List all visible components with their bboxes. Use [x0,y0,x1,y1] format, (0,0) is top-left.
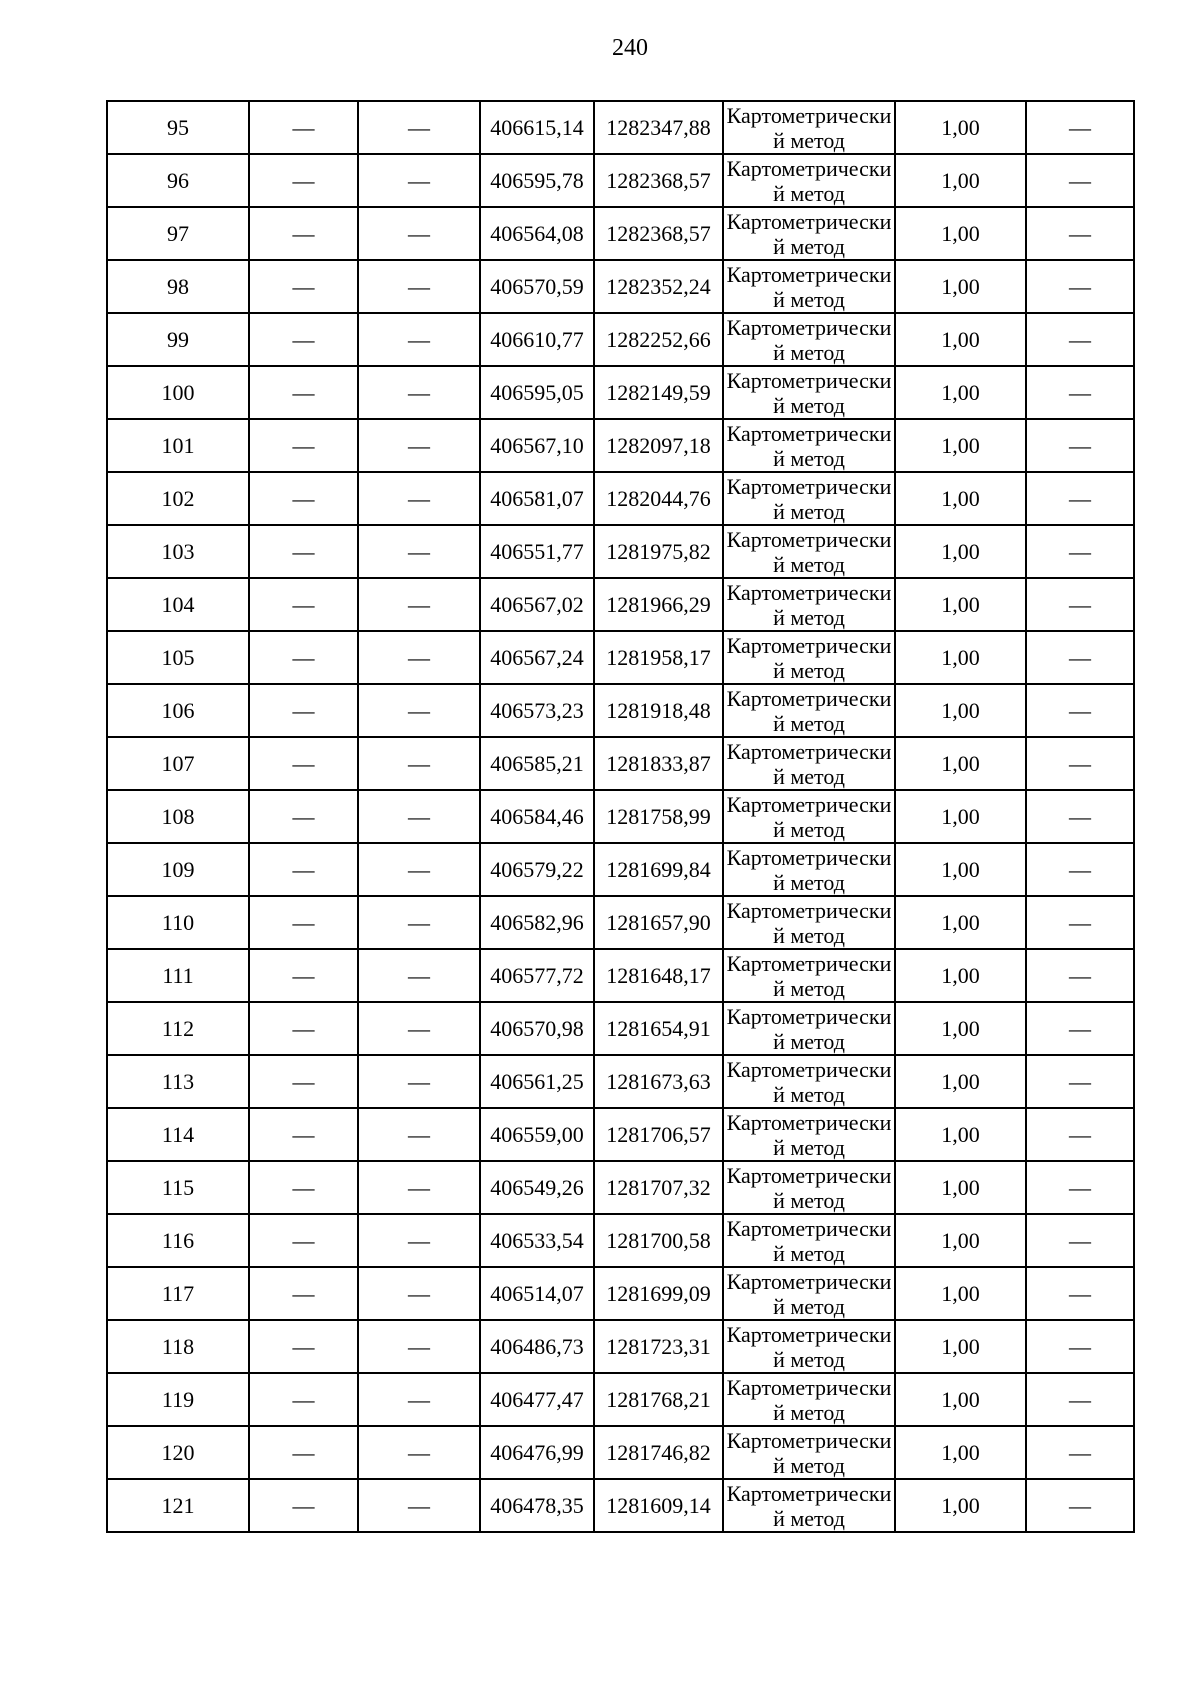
coordinate-y-cell: 1281758,99 [594,790,723,843]
coordinate-y-cell: 1281699,84 [594,843,723,896]
coordinate-y-cell: 1281975,82 [594,525,723,578]
table-row [107,790,1134,843]
accuracy-cell: 1,00 [895,472,1026,525]
accuracy-cell: 1,00 [895,1479,1026,1532]
point-number-cell: 111 [107,949,249,1002]
coordinate-x-cell: 406584,46 [480,790,594,843]
method-cell: Картометрический метод [723,1320,895,1373]
accuracy-cell: 1,00 [895,737,1026,790]
empty-column-2-cell: — [249,896,358,949]
empty-column-8-cell: — [1026,1214,1134,1267]
empty-column-8-cell: — [1026,949,1134,1002]
table-row [107,1267,1134,1320]
empty-column-8-cell: — [1026,419,1134,472]
coordinate-x-cell: 406573,23 [480,684,594,737]
point-number-cell: 100 [107,366,249,419]
accuracy-cell: 1,00 [895,1002,1026,1055]
empty-column-3-cell: — [358,843,480,896]
table-row [107,1108,1134,1161]
accuracy-cell: 1,00 [895,1055,1026,1108]
method-cell: Картометрический метод [723,1426,895,1479]
method-cell: Картометрический метод [723,260,895,313]
table-row [107,1479,1134,1532]
method-cell: Картометрический метод [723,101,895,154]
empty-column-3-cell: — [358,1002,480,1055]
method-cell: Картометрический метод [723,790,895,843]
coordinate-y-cell: 1281746,82 [594,1426,723,1479]
method-cell: Картометрический метод [723,1161,895,1214]
coordinate-x-cell: 406610,77 [480,313,594,366]
table-row [107,419,1134,472]
coordinate-y-cell: 1281707,32 [594,1161,723,1214]
empty-column-3-cell: — [358,101,480,154]
empty-column-3-cell: — [358,1373,480,1426]
point-number-cell: 102 [107,472,249,525]
point-number-cell: 112 [107,1002,249,1055]
table-row [107,631,1134,684]
point-number-cell: 107 [107,737,249,790]
method-cell: Картометрический метод [723,631,895,684]
empty-column-3-cell: — [358,525,480,578]
method-cell: Картометрический метод [723,684,895,737]
point-number-cell: 104 [107,578,249,631]
point-number-cell: 110 [107,896,249,949]
method-cell: Картометрический метод [723,154,895,207]
accuracy-cell: 1,00 [895,101,1026,154]
accuracy-cell: 1,00 [895,154,1026,207]
coordinate-x-cell: 406564,08 [480,207,594,260]
empty-column-2-cell: — [249,1161,358,1214]
coordinate-y-cell: 1281654,91 [594,1002,723,1055]
coordinate-x-cell: 406476,99 [480,1426,594,1479]
table-row [107,1426,1134,1479]
empty-column-2-cell: — [249,313,358,366]
empty-column-3-cell: — [358,949,480,1002]
table-row [107,154,1134,207]
table-row [107,260,1134,313]
empty-column-2-cell: — [249,684,358,737]
empty-column-2-cell: — [249,949,358,1002]
coordinate-y-cell: 1281700,58 [594,1214,723,1267]
empty-column-8-cell: — [1026,790,1134,843]
table-row [107,101,1134,154]
point-number-cell: 106 [107,684,249,737]
accuracy-cell: 1,00 [895,578,1026,631]
accuracy-cell: 1,00 [895,260,1026,313]
empty-column-2-cell: — [249,366,358,419]
empty-column-2-cell: — [249,260,358,313]
table-row [107,1320,1134,1373]
empty-column-2-cell: — [249,1108,358,1161]
table-row [107,1161,1134,1214]
method-cell: Картометрический метод [723,896,895,949]
empty-column-2-cell: — [249,101,358,154]
table-row [107,578,1134,631]
empty-column-8-cell: — [1026,1055,1134,1108]
point-number-cell: 119 [107,1373,249,1426]
coordinate-y-cell: 1281833,87 [594,737,723,790]
empty-column-2-cell: — [249,525,358,578]
coordinate-x-cell: 406533,54 [480,1214,594,1267]
empty-column-8-cell: — [1026,684,1134,737]
empty-column-3-cell: — [358,207,480,260]
empty-column-2-cell: — [249,1055,358,1108]
point-number-cell: 115 [107,1161,249,1214]
coordinate-x-cell: 406486,73 [480,1320,594,1373]
empty-column-3-cell: — [358,1267,480,1320]
empty-column-3-cell: — [358,1214,480,1267]
empty-column-3-cell: — [358,1055,480,1108]
method-cell: Картометрический метод [723,1267,895,1320]
coordinate-y-cell: 1281706,57 [594,1108,723,1161]
accuracy-cell: 1,00 [895,790,1026,843]
coordinate-x-cell: 406570,98 [480,1002,594,1055]
coordinate-x-cell: 406577,72 [480,949,594,1002]
accuracy-cell: 1,00 [895,1373,1026,1426]
empty-column-3-cell: — [358,1426,480,1479]
method-cell: Картометрический метод [723,472,895,525]
point-number-cell: 95 [107,101,249,154]
coordinate-x-cell: 406595,78 [480,154,594,207]
coordinate-x-cell: 406581,07 [480,472,594,525]
point-number-cell: 113 [107,1055,249,1108]
empty-column-3-cell: — [358,790,480,843]
coordinate-y-cell: 1282347,88 [594,101,723,154]
empty-column-2-cell: — [249,1479,358,1532]
empty-column-3-cell: — [358,366,480,419]
empty-column-8-cell: — [1026,101,1134,154]
point-number-cell: 117 [107,1267,249,1320]
table-row [107,949,1134,1002]
empty-column-8-cell: — [1026,578,1134,631]
empty-column-2-cell: — [249,1002,358,1055]
empty-column-8-cell: — [1026,737,1134,790]
accuracy-cell: 1,00 [895,896,1026,949]
method-cell: Картометрический метод [723,1055,895,1108]
coordinate-x-cell: 406579,22 [480,843,594,896]
point-number-cell: 114 [107,1108,249,1161]
table-row [107,313,1134,366]
table-row [107,1214,1134,1267]
accuracy-cell: 1,00 [895,1426,1026,1479]
empty-column-2-cell: — [249,1267,358,1320]
coordinate-x-cell: 406567,10 [480,419,594,472]
method-cell: Картометрический метод [723,949,895,1002]
empty-column-2-cell: — [249,843,358,896]
coordinate-x-cell: 406615,14 [480,101,594,154]
table-row [107,843,1134,896]
empty-column-8-cell: — [1026,896,1134,949]
empty-column-2-cell: — [249,154,358,207]
empty-column-8-cell: — [1026,1320,1134,1373]
method-cell: Картометрический метод [723,843,895,896]
table-row [107,737,1134,790]
table-row [107,896,1134,949]
coordinate-x-cell: 406582,96 [480,896,594,949]
point-number-cell: 97 [107,207,249,260]
coordinate-x-cell: 406478,35 [480,1479,594,1532]
point-number-cell: 109 [107,843,249,896]
empty-column-8-cell: — [1026,1479,1134,1532]
point-number-cell: 105 [107,631,249,684]
empty-column-8-cell: — [1026,207,1134,260]
accuracy-cell: 1,00 [895,207,1026,260]
coordinate-y-cell: 1281648,17 [594,949,723,1002]
coordinate-y-cell: 1282044,76 [594,472,723,525]
accuracy-cell: 1,00 [895,1108,1026,1161]
empty-column-3-cell: — [358,631,480,684]
empty-column-8-cell: — [1026,1267,1134,1320]
point-number-cell: 120 [107,1426,249,1479]
table-row [107,525,1134,578]
empty-column-2-cell: — [249,631,358,684]
method-cell: Картометрический метод [723,313,895,366]
point-number-cell: 116 [107,1214,249,1267]
empty-column-2-cell: — [249,419,358,472]
empty-column-2-cell: — [249,790,358,843]
empty-column-3-cell: — [358,578,480,631]
empty-column-3-cell: — [358,260,480,313]
method-cell: Картометрический метод [723,1479,895,1532]
point-number-cell: 98 [107,260,249,313]
empty-column-3-cell: — [358,737,480,790]
coordinate-x-cell: 406561,25 [480,1055,594,1108]
coordinate-y-cell: 1282368,57 [594,207,723,260]
empty-column-2-cell: — [249,472,358,525]
empty-column-3-cell: — [358,1479,480,1532]
method-cell: Картометрический метод [723,419,895,472]
empty-column-2-cell: — [249,207,358,260]
empty-column-3-cell: — [358,684,480,737]
accuracy-cell: 1,00 [895,525,1026,578]
accuracy-cell: 1,00 [895,631,1026,684]
empty-column-2-cell: — [249,1426,358,1479]
method-cell: Картометрический метод [723,525,895,578]
empty-column-2-cell: — [249,1214,358,1267]
accuracy-cell: 1,00 [895,313,1026,366]
empty-column-8-cell: — [1026,843,1134,896]
accuracy-cell: 1,00 [895,949,1026,1002]
coordinates-table [106,100,1135,1533]
point-number-cell: 101 [107,419,249,472]
empty-column-2-cell: — [249,578,358,631]
point-number-cell: 96 [107,154,249,207]
coordinate-y-cell: 1282252,66 [594,313,723,366]
coordinate-x-cell: 406559,00 [480,1108,594,1161]
accuracy-cell: 1,00 [895,1320,1026,1373]
point-number-cell: 99 [107,313,249,366]
accuracy-cell: 1,00 [895,1214,1026,1267]
coordinate-x-cell: 406570,59 [480,260,594,313]
coordinates-table-body [107,101,1134,1532]
coordinate-y-cell: 1282352,24 [594,260,723,313]
method-cell: Картометрический метод [723,366,895,419]
empty-column-8-cell: — [1026,525,1134,578]
accuracy-cell: 1,00 [895,684,1026,737]
table-row [107,366,1134,419]
empty-column-3-cell: — [358,154,480,207]
method-cell: Картометрический метод [723,1002,895,1055]
coordinate-y-cell: 1281657,90 [594,896,723,949]
coordinate-x-cell: 406551,77 [480,525,594,578]
empty-column-8-cell: — [1026,154,1134,207]
table-row [107,1002,1134,1055]
empty-column-3-cell: — [358,1108,480,1161]
coordinate-x-cell: 406549,26 [480,1161,594,1214]
empty-column-8-cell: — [1026,1002,1134,1055]
coordinate-y-cell: 1281918,48 [594,684,723,737]
coordinate-y-cell: 1282149,59 [594,366,723,419]
coordinate-y-cell: 1282097,18 [594,419,723,472]
coordinate-y-cell: 1281723,31 [594,1320,723,1373]
coordinate-x-cell: 406595,05 [480,366,594,419]
point-number-cell: 108 [107,790,249,843]
accuracy-cell: 1,00 [895,1267,1026,1320]
empty-column-3-cell: — [358,1161,480,1214]
empty-column-2-cell: — [249,1373,358,1426]
method-cell: Картометрический метод [723,1214,895,1267]
accuracy-cell: 1,00 [895,1161,1026,1214]
coordinate-x-cell: 406585,21 [480,737,594,790]
empty-column-2-cell: — [249,1320,358,1373]
empty-column-8-cell: — [1026,313,1134,366]
table-row [107,684,1134,737]
coordinate-y-cell: 1281958,17 [594,631,723,684]
point-number-cell: 118 [107,1320,249,1373]
method-cell: Картометрический метод [723,737,895,790]
accuracy-cell: 1,00 [895,843,1026,896]
empty-column-3-cell: — [358,1320,480,1373]
empty-column-8-cell: — [1026,1161,1134,1214]
accuracy-cell: 1,00 [895,366,1026,419]
coordinate-x-cell: 406477,47 [480,1373,594,1426]
method-cell: Картометрический метод [723,1108,895,1161]
coordinate-x-cell: 406567,02 [480,578,594,631]
coordinate-y-cell: 1281966,29 [594,578,723,631]
point-number-cell: 103 [107,525,249,578]
page-number: 240 [612,35,648,61]
accuracy-cell: 1,00 [895,419,1026,472]
coordinate-y-cell: 1281699,09 [594,1267,723,1320]
empty-column-8-cell: — [1026,1373,1134,1426]
empty-column-3-cell: — [358,419,480,472]
empty-column-8-cell: — [1026,1426,1134,1479]
table-row [107,207,1134,260]
table-row [107,472,1134,525]
coordinate-x-cell: 406514,07 [480,1267,594,1320]
point-number-cell: 121 [107,1479,249,1532]
coordinate-y-cell: 1281768,21 [594,1373,723,1426]
coordinate-y-cell: 1281673,63 [594,1055,723,1108]
method-cell: Картометрический метод [723,578,895,631]
coordinate-x-cell: 406567,24 [480,631,594,684]
empty-column-8-cell: — [1026,472,1134,525]
coordinate-y-cell: 1282368,57 [594,154,723,207]
table-row [107,1373,1134,1426]
table-row [107,1055,1134,1108]
empty-column-8-cell: — [1026,260,1134,313]
empty-column-2-cell: — [249,737,358,790]
empty-column-3-cell: — [358,313,480,366]
empty-column-3-cell: — [358,896,480,949]
empty-column-8-cell: — [1026,631,1134,684]
empty-column-8-cell: — [1026,366,1134,419]
coordinate-y-cell: 1281609,14 [594,1479,723,1532]
empty-column-3-cell: — [358,472,480,525]
empty-column-8-cell: — [1026,1108,1134,1161]
method-cell: Картометрический метод [723,1373,895,1426]
method-cell: Картометрический метод [723,207,895,260]
